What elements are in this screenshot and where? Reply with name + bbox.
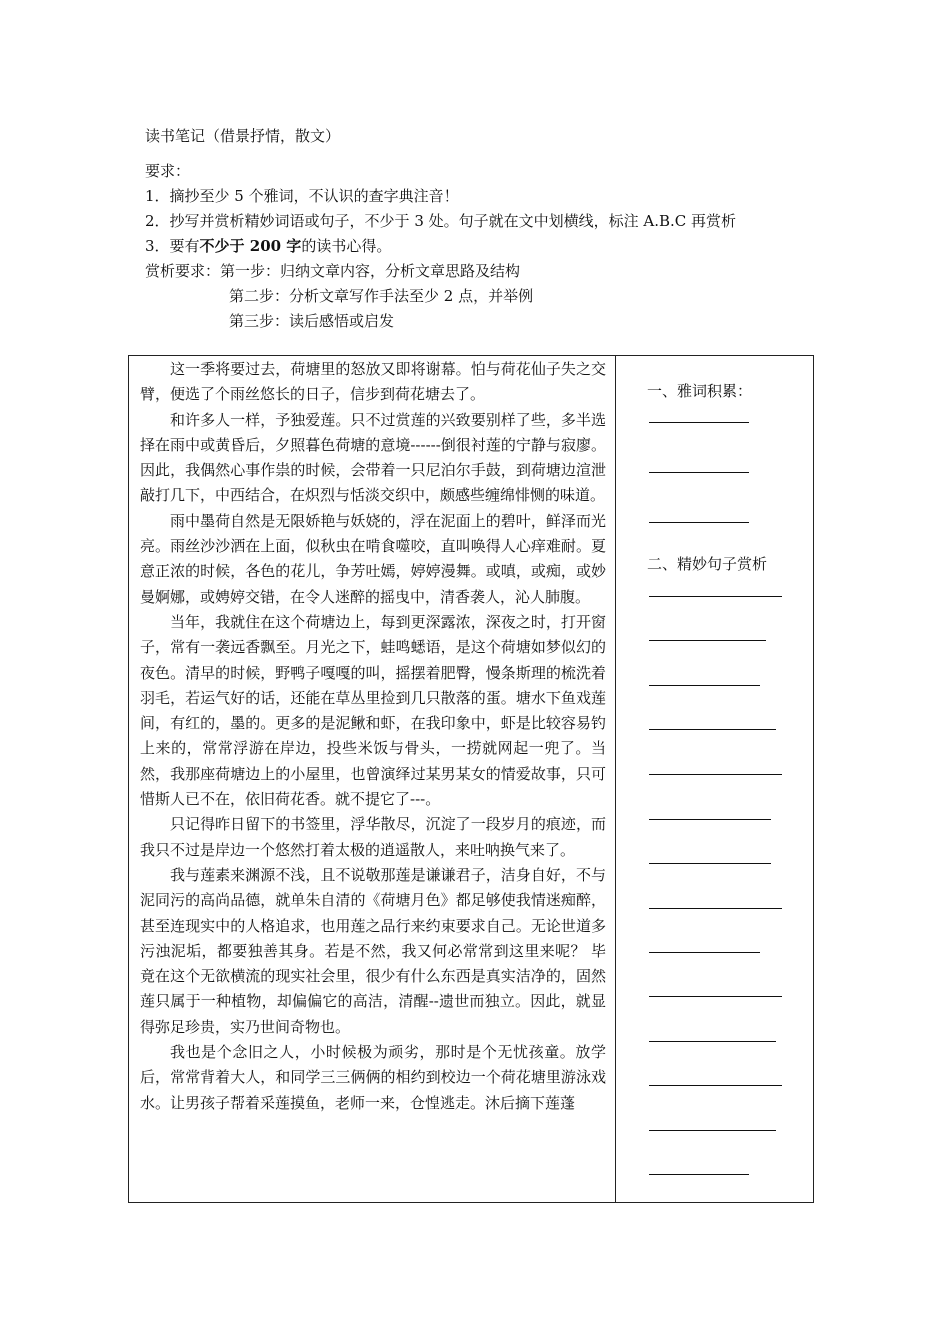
analysis-answer-line[interactable] xyxy=(649,774,782,775)
analysis-answer-line[interactable] xyxy=(649,819,771,820)
essay-paragraph-5: 只记得昨日留下的书签里，浮华散尽，沉淀了一段岁月的痕迹，而我只不过是岸边一个悠然打着太极的逍遥散人，来吐呐换气来了。 xyxy=(140,815,606,859)
requirements-header xyxy=(145,124,845,334)
analysis-answer-line[interactable] xyxy=(649,908,782,909)
essay-paragraph-2: 和许多人一样，予独爱莲。只不过赏莲的兴致要别样了些，多半选择在雨中或黄昏后，夕照暮色荷塘的意境------倒很衬莲的宁静与寂廖。因此，我偶然心事作祟的时候，会带着一只尼泊尔手鼓，到荷塘边渲泄敲打几下，中西结合，在炽烈与恬淡交织中，颇感些缠绵悱恻的味道。 xyxy=(140,410,606,505)
vocabulary-answer-line[interactable] xyxy=(649,472,749,473)
essay-text xyxy=(140,357,606,1201)
essay-paragraph-7: 我也是个念旧之人，小时候极为顽劣，那时是个无忧孩童。放学后，常常背着大人，和同学三三俩俩的相约到校边一个荷花塘里游泳戏水。让男孩子帮着采莲摸鱼，老师一来，仓惶逃走。沐后摘下莲蓬 xyxy=(140,1043,606,1112)
essay-paragraph-1: 这一季将要过去，荷塘里的怒放又即将谢幕。怕与荷花仙子失之交臂，便选了个雨丝悠长的日子，信步到荷花塘去了。 xyxy=(140,360,606,404)
analysis-step-1: 赏析要求：第一步：归纳文章内容，分析文章思路及结构 xyxy=(145,262,521,280)
analysis-answer-line[interactable] xyxy=(649,1041,776,1042)
analysis-answer-line[interactable] xyxy=(649,996,782,997)
notes-table xyxy=(128,355,814,1203)
analysis-answer-line[interactable] xyxy=(649,1174,749,1175)
requirement-3-suffix: 的读书心得。 xyxy=(301,237,392,255)
analysis-answer-line[interactable] xyxy=(649,729,776,730)
analysis-answer-line[interactable] xyxy=(649,863,771,864)
sentence-analysis-section-title: 二、精妙句子赏析 xyxy=(647,555,768,573)
vocabulary-answer-line[interactable] xyxy=(649,422,749,423)
analysis-step-2: 第二步：分析文章写作手法至少 2 点，并举例 xyxy=(229,287,534,305)
analysis-answer-line[interactable] xyxy=(649,640,766,641)
notes-column xyxy=(617,356,813,1202)
requirement-1: 1．摘抄至少 5 个雅词，不认识的查字典注音！ xyxy=(145,187,459,205)
page-title: 读书笔记（借景抒情，散文） xyxy=(145,127,341,145)
analysis-answer-line[interactable] xyxy=(649,952,760,953)
requirement-2: 2．抄写并赏析精妙词语或句子，不少于 3 处。句子就在文中划横线，标注 A.B.C 再赏析 xyxy=(145,212,737,230)
essay-paragraph-6: 我与莲素来渊源不浅，且不说敬那莲是谦谦君子，洁身自好，不与泥同污的高尚品德，就单朱自清的《荷塘月色》都足够使我情迷痴醉，甚至连现实中的人格追求，也用莲之品行来约束要求自己。无论世道多污浊泥垢，都要独善其身。若是不然，我又何必常常到这里来呢？ 毕竟在这个无欲横流的现实社会里，很少有什么东西是真实洁净的，固然莲只属于一种植物，却偏偏它的高洁，清醒--遗世而独立。因此，就显得弥足珍贵，实乃世间奇物也。 xyxy=(140,865,606,1036)
requirement-3 xyxy=(145,234,845,259)
analysis-answer-line[interactable] xyxy=(649,685,760,686)
vocabulary-section-title: 一、雅词积累： xyxy=(647,382,753,400)
column-divider xyxy=(615,356,616,1202)
analysis-answer-line[interactable] xyxy=(649,1130,776,1131)
essay-paragraph-3: 雨中墨荷自然是无限娇艳与妖娆的，浮在泥面上的碧叶，鲜泽而光亮。雨丝沙沙洒在上面，似秋虫在啃食噬咬，直叫唤得人心痒难耐。夏意正浓的时候，各色的花儿，争芳吐嫣，婷婷漫舞。或嗔，或痴，或妙曼婀娜，或娉婷交错，在令人迷醉的摇曳中，清香袭人，沁人肺腹。 xyxy=(140,511,606,606)
requirement-3-prefix: 3．要有 xyxy=(145,237,200,255)
requirement-3-bold: 不少于 200 字 xyxy=(199,237,302,255)
requirements-label: 要求： xyxy=(145,162,191,180)
vocabulary-answer-line[interactable] xyxy=(649,522,749,523)
essay-paragraph-4: 当年，我就住在这个荷塘边上，每到更深露浓，深夜之时，打开窗子，常有一袭远香飘至。月光之下，蛙鸣蟋语，是这个荷塘如梦似幻的夜色。清早的时候，野鸭子嘎嘎的叫，摇摆着肥臀，慢条斯理的梳洗着羽毛，若运气好的话，还能在草丛里捡到几只散落的蛋。塘水下鱼戏莲间，有红的，墨的。更多的是泥鳅和虾，在我印象中，虾是比较容易钓上来的，常常浮游在岸边，投些米饭与骨头，一捞就网起一兜了。当然，我那座荷塘边上的小屋里，也曾演绎过某男某女的情爱故事，只可惜斯人已不在，依旧荷花香。就不提它了---。 xyxy=(140,612,606,809)
analysis-answer-line[interactable] xyxy=(649,1085,782,1086)
analysis-step-3: 第三步：读后感悟或启发 xyxy=(229,312,395,330)
analysis-answer-line[interactable] xyxy=(649,596,782,597)
